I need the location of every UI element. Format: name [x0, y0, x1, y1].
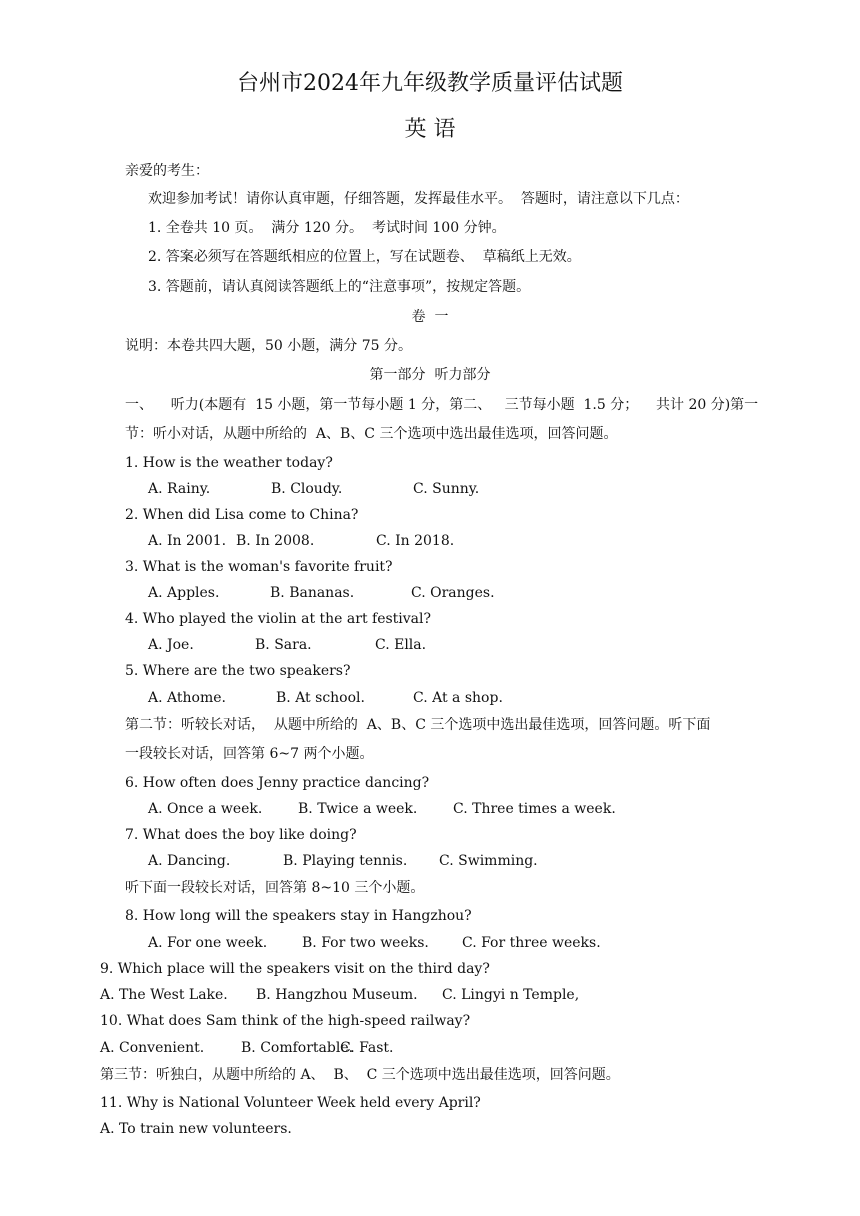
q5-option-a: A. Athome.	[148, 690, 226, 706]
q7-option-a: A. Dancing.	[148, 853, 231, 869]
volume-explain: 说明：本卷共四大题，50 小题，满分 75 分。	[125, 338, 412, 354]
q7-option-c: C. Swimming.	[439, 853, 538, 869]
part1-instr-1: 一、 听力(本题有 15 小题，第一节每小题 1 分，第二、 三节每小题 1.5 分； 共计 20 分)第一	[125, 397, 759, 413]
q9-option-a: A. The West Lake.	[100, 987, 228, 1003]
section2-instr-2: 一段较长对话，回答第 6~7 两个小题。	[125, 746, 374, 762]
q8-option-a: A. For one week.	[148, 935, 268, 951]
question-8: 8. How long will the speakers stay in Hangzhou?	[125, 908, 472, 924]
question-3: 3. What is the woman's favorite fruit?	[125, 559, 393, 575]
greeting: 亲爱的考生：	[125, 163, 209, 179]
subject-title: 英 语	[404, 117, 456, 142]
q7-option-b: B. Playing tennis.	[283, 853, 408, 869]
q10-option-a: A. Convenient.	[100, 1040, 205, 1056]
question-9: 9. Which place will the speakers visit on the third day?	[100, 961, 490, 977]
volume-label: 卷 一	[411, 309, 449, 325]
q5-option-b: B. At school.	[276, 690, 365, 706]
q3-option-a: A. Apples.	[148, 585, 220, 601]
q5-option-c: C. At a shop.	[413, 690, 503, 706]
q4-option-b: B. Sara.	[255, 637, 312, 653]
note-1: 1. 全卷共 10 页。 满分 120 分。 考试时间 100 分钟。	[148, 220, 506, 236]
question-10: 10. What does Sam think of the high-speed railway?	[100, 1013, 471, 1029]
q4-option-a: A. Joe.	[148, 637, 194, 653]
q4-option-c: C. Ella.	[375, 637, 427, 653]
q10-option-b: B. Comfortable.	[241, 1040, 354, 1056]
welcome-text: 欢迎参加考试！请你认真审题，仔细答题，发挥最佳水平。 答题时，请注意以下几点：	[148, 191, 689, 207]
q1-option-a: A. Rainy.	[148, 481, 211, 497]
question-6: 6. How often does Jenny practice dancing?	[125, 775, 430, 791]
question-5: 5. Where are the two speakers?	[125, 663, 351, 679]
part1-title: 第一部分 听力部分	[369, 367, 491, 383]
section2-instr-1: 第二节：听较长对话， 从题中所给的 A、B、C 三个选项中选出最佳选项，回答问题。听下面	[125, 717, 711, 733]
note-3: 3. 答题前，请认真阅读答题纸上的“注意事项”，按规定答题。	[148, 279, 531, 295]
q6-option-b: B. Twice a week.	[298, 801, 418, 817]
q8-option-c: C. For three weeks.	[462, 935, 601, 951]
question-4: 4. Who played the violin at the art festival?	[125, 611, 432, 627]
q6-option-c: C. Three times a week.	[453, 801, 616, 817]
q2-option-c: C. In 2018.	[376, 533, 455, 549]
q1-option-b: B. Cloudy.	[271, 481, 343, 497]
question-7: 7. What does the boy like doing?	[125, 827, 357, 843]
q8-option-b: B. For two weeks.	[302, 935, 429, 951]
question-11: 11. Why is National Volunteer Week held every April?	[100, 1095, 481, 1111]
q3-option-b: B. Bananas.	[270, 585, 355, 601]
q9-option-c: C. Lingyi n Temple,	[442, 987, 580, 1003]
q9-option-b: B. Hangzhou Museum.	[256, 987, 418, 1003]
q2-option-a: A. In 2001.	[148, 533, 227, 549]
section2-instr-3: 听下面一段较长对话，回答第 8~10 三个小题。	[125, 880, 425, 896]
section3-instr: 第三节：听独白，从题中所给的 A、 B、 C 三个选项中选出最佳选项，回答问题。	[100, 1067, 620, 1083]
q1-option-c: C. Sunny.	[413, 481, 480, 497]
q6-option-a: A. Once a week.	[148, 801, 263, 817]
q11-option-a: A. To train new volunteers.	[100, 1121, 292, 1137]
q2-option-b: B. In 2008.	[236, 533, 315, 549]
page-title: 台州市2024年九年级教学质量评估试题	[237, 71, 623, 96]
q10-option-c: C. Fast.	[340, 1040, 394, 1056]
note-2: 2. 答案必须写在答题纸相应的位置上，写在试题卷、 草稿纸上无效。	[148, 249, 581, 265]
question-1: 1. How is the weather today?	[125, 455, 333, 471]
part1-instr-2: 节：听小对话，从题中所给的 A、B、C 三个选项中选出最佳选项，回答问题。	[125, 426, 618, 442]
question-2: 2. When did Lisa come to China?	[125, 507, 359, 523]
q3-option-c: C. Oranges.	[411, 585, 495, 601]
